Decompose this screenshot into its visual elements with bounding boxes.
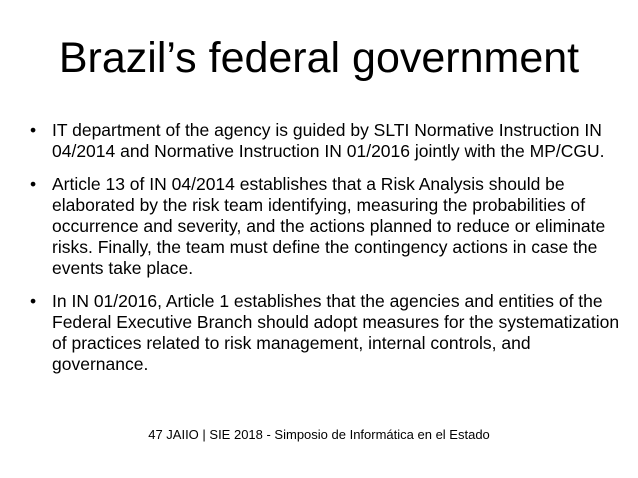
bullet-text: IT department of the agency is guided by SLTI Normative Instruction IN 04/2014 and Normative Instruction IN 01/2016 jointly with the MP/CGU.: [52, 120, 605, 161]
bullet-item: [30, 174, 620, 279]
slide-footer: 47 JAIIO | SIE 2018 - Simposio de Informática en el Estado: [148, 427, 490, 442]
bullet-text: In IN 01/2016, Article 1 establishes that the agencies and entities of the Federal Executive Branch should adopt measures for the systematization of practices related to risk management, internal controls, and governance.: [52, 291, 620, 374]
bullet-item: [30, 120, 620, 162]
bullet-item: [30, 291, 620, 375]
bullet-list: [30, 120, 620, 387]
bullet-dot-icon: •: [30, 174, 37, 194]
slide-title: Brazil’s federal government: [58, 34, 580, 82]
bullet-dot-icon: •: [30, 291, 37, 311]
bullet-text: Article 13 of IN 04/2014 establishes that a Risk Analysis should be elaborated by the risk team identifying, measuring the probabilities of occurrence and severity, and the actions planned to reduce or eliminate risks. Finally, the team must define the contingency actions in case the events take place.: [52, 174, 606, 278]
bullet-dot-icon: •: [30, 120, 37, 140]
